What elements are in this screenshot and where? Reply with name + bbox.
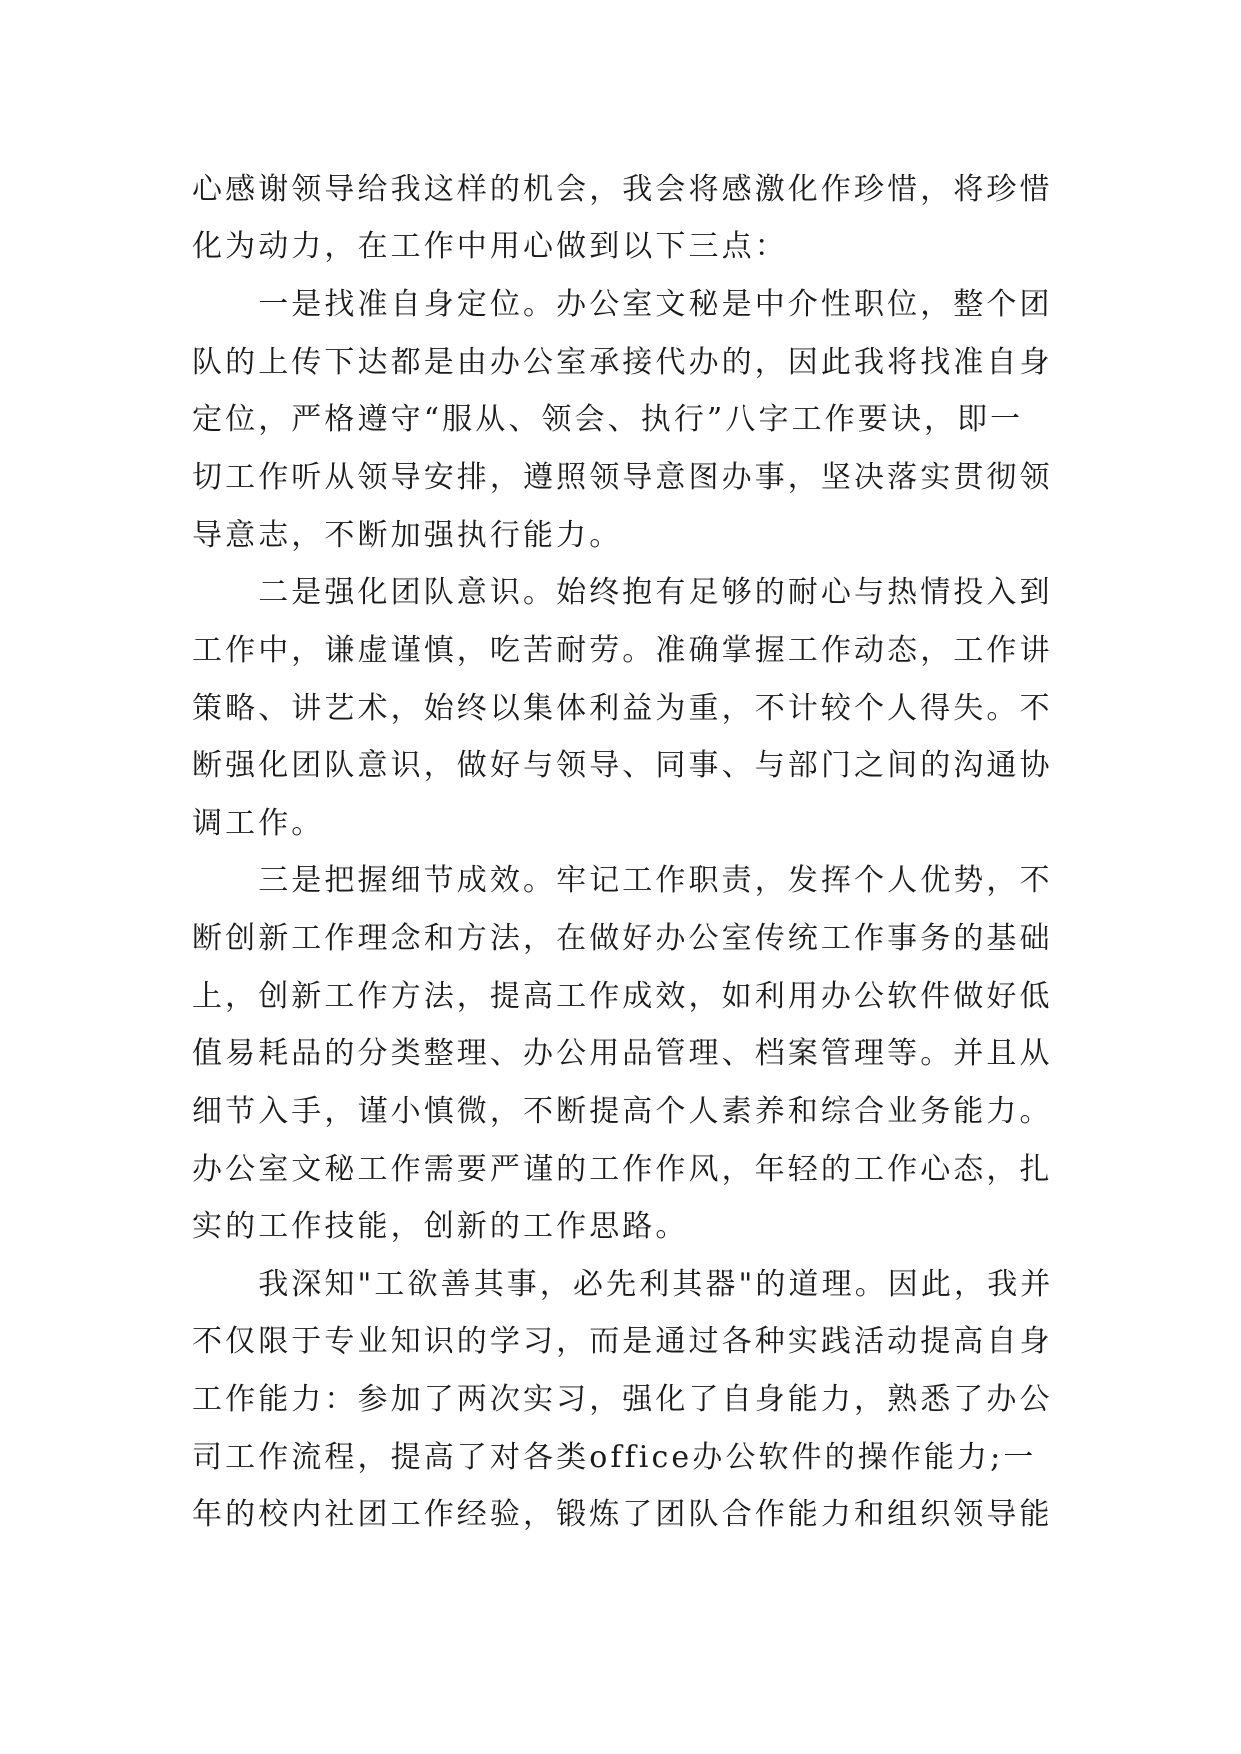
text-line: 导意志，不断加强执行能力。: [192, 518, 623, 553]
text-line: 办公室文秘工作需要严谨的工作作风，年轻的工作心态，扎: [192, 1152, 1053, 1187]
text-line: 断创新工作理念和方法，在做好办公室传统工作事务的基础: [192, 921, 1053, 956]
text-line: 工作中，谦虚谨慎，吃苦耐劳。准确掌握工作动态，工作讲: [192, 633, 1053, 668]
text-line: 工作能力：参加了两次实习，强化了自身能力，熟悉了办公: [192, 1382, 1053, 1417]
text-line: 化为动力，在工作中用心做到以下三点：: [192, 229, 788, 264]
text-line: 实的工作技能，创新的工作思路。: [192, 1209, 689, 1244]
text-line: 细节入手，谨小慎微，不断提高个人素养和综合业务能力。: [192, 1094, 1053, 1129]
text-line: 不仅限于专业知识的学习，而是通过各种实践活动提高自身: [192, 1324, 1053, 1359]
text-line: 调工作。: [192, 806, 325, 841]
text-line: 二是强化团队意识。始终抱有足够的耐心与热情投入到: [192, 575, 1053, 610]
text-line: 心感谢领导给我这样的机会，我会将感激化作珍惜，将珍惜: [192, 172, 1053, 207]
text-line: 年的校内社团工作经验，锻炼了团队合作能力和组织领导能: [192, 1497, 1053, 1532]
text-line: 我深知"工欲善其事，必先利其器"的道理。因此，我并: [192, 1267, 1054, 1302]
text-line: 三是把握细节成效。牢记工作职责，发挥个人优势，不: [192, 863, 1053, 898]
text-line: 断强化团队意识，做好与领导、同事、与部门之间的沟通协: [192, 748, 1053, 783]
text-line: 上，创新工作方法，提高工作成效，如利用办公软件做好低: [192, 979, 1053, 1014]
text-line: 策略、讲艺术，始终以集体利益为重，不计较个人得失。不: [192, 691, 1053, 726]
text-line: 司工作流程，提高了对各类office办公软件的操作能力;一: [192, 1440, 1037, 1475]
text-line: 队的上传下达都是由办公室承接代办的，因此我将找准自身: [192, 345, 1053, 380]
text-line: 切工作听从领导安排，遵照领导意图办事，坚决落实贯彻领: [192, 460, 1053, 495]
text-line: 值易耗品的分类整理、办公用品管理、档案管理等。并且从: [192, 1036, 1053, 1071]
text-line: 定位，严格遵守“服从、领会、执行”八字工作要诀，即一: [192, 402, 1024, 437]
text-line: 一是找准自身定位。办公室文秘是中介性职位，整个团: [192, 287, 1053, 322]
